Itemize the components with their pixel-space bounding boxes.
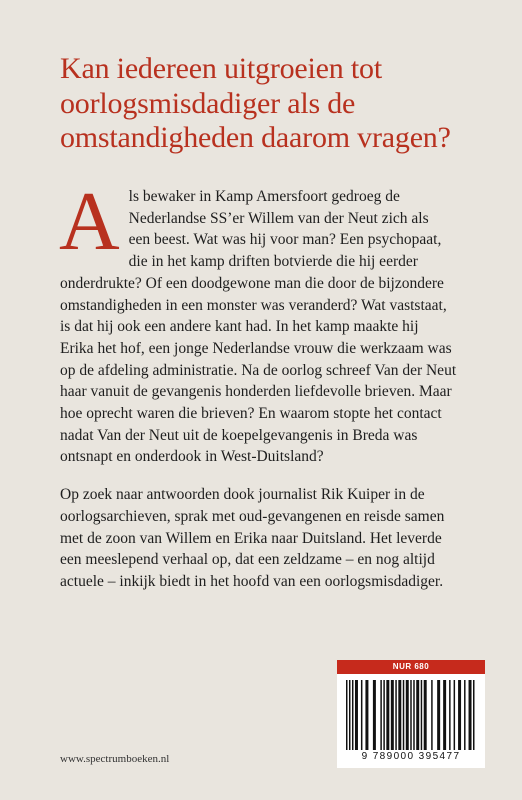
- text-line: een meeslepend verhaal op, dat een zeldzame – en nog altijd: [60, 551, 435, 569]
- headline: [60, 52, 490, 156]
- barcode-bar: [437, 680, 440, 750]
- barcode-bar: [352, 680, 353, 750]
- text-line: actuele – inkijk biedt in het hoofd van een oorlogsmisdadiger.: [60, 572, 444, 590]
- barcode-block: [337, 660, 485, 768]
- drop-cap: A: [59, 175, 120, 268]
- barcode-bar: [424, 680, 427, 750]
- text-line: haar vanuit de gevangenis honderden liefdevolle brieven. Maar: [60, 383, 452, 401]
- barcode-bar: [386, 680, 389, 750]
- headline-line: Kan iedereen uitgroeien tot: [60, 52, 382, 85]
- barcode-bar: [464, 680, 465, 750]
- barcode-bar: [431, 680, 432, 750]
- barcode-bar: [395, 680, 396, 750]
- text-line: is dat hij ook een andere kant had. In het kamp maakte hij: [60, 318, 419, 336]
- text-line: met de zoon van Willem en Erika naar Duitsland. Het leverde: [60, 529, 442, 547]
- barcode-bar: [413, 680, 414, 750]
- barcode-bar: [443, 680, 446, 750]
- blurb: [59, 175, 470, 593]
- barcode-bar: [454, 680, 455, 750]
- isbn-number: 9 789000 395477: [361, 751, 461, 762]
- text-line: ontsnapt en onderdook in West-Duitsland?: [60, 448, 324, 466]
- barcode-bar: [383, 680, 384, 750]
- text-line: onderdrukte? Of een doodgewone man die door de bijzondere: [60, 274, 444, 292]
- barcode-bar: [469, 680, 472, 750]
- paragraph-spacer: [60, 468, 470, 484]
- text-line: oorlogsarchieven, sprak met oud-gevangenen en reisde samen: [60, 507, 445, 525]
- text-line: nadat Van der Neut uit de koepelgevangenis in Breda was: [60, 426, 418, 444]
- barcode-bar: [380, 680, 381, 750]
- barcode-bar: [449, 680, 450, 750]
- barcode-bar: [410, 680, 411, 750]
- barcode-bar: [349, 680, 350, 750]
- barcode-bar: [355, 680, 358, 750]
- barcode-bar: [391, 680, 394, 750]
- barcode-bar: [361, 680, 362, 750]
- blurb-paragraph-2: [60, 484, 470, 593]
- text-line: Nederlandse SS’er Willem van der Neut zich als: [128, 209, 429, 227]
- barcode-bar: [403, 680, 404, 750]
- text-line: omstandigheden in een monster was veranderd? Wat vaststaat,: [60, 296, 447, 314]
- nur-label: NUR 680: [337, 660, 485, 674]
- barcode-bar: [421, 680, 422, 750]
- barcode-bar: [406, 680, 409, 750]
- headline-line: omstandigheden daarom vragen?: [60, 121, 451, 154]
- barcode-bars: [346, 680, 476, 750]
- publisher-website: www.spectrumboeken.nl: [60, 753, 170, 765]
- barcode-bar: [346, 680, 347, 750]
- headline-line: oorlogsmisdadiger als de: [60, 86, 356, 120]
- text-line: hoe oprecht waren die brieven? En waarom stopte het contact: [60, 405, 442, 423]
- text-line: op de afdeling administratie. Na de oorlog schreef Van der Neut: [60, 361, 457, 379]
- barcode-bar: [398, 680, 401, 750]
- text-line: ls bewaker in Kamp Amersfoort gedroeg de: [128, 188, 400, 205]
- text-line: Op zoek naar antwoorden dook journalist Rik Kuiper in de: [60, 486, 425, 504]
- barcode-bar: [416, 680, 419, 750]
- barcode-bar: [458, 680, 461, 750]
- text-line: die in het kamp driften botvierde die hij eerder: [128, 253, 418, 271]
- text-line: Erika het hof, een jonge Nederlandse vrouw die werkzaam was: [60, 339, 452, 357]
- barcode-bar: [473, 680, 474, 750]
- barcode-bar: [373, 680, 376, 750]
- blurb-paragraph-1: [59, 175, 470, 468]
- text-line: een beest. Wat was hij voor man? Een psychopaat,: [128, 231, 442, 249]
- barcode-bar: [365, 680, 368, 750]
